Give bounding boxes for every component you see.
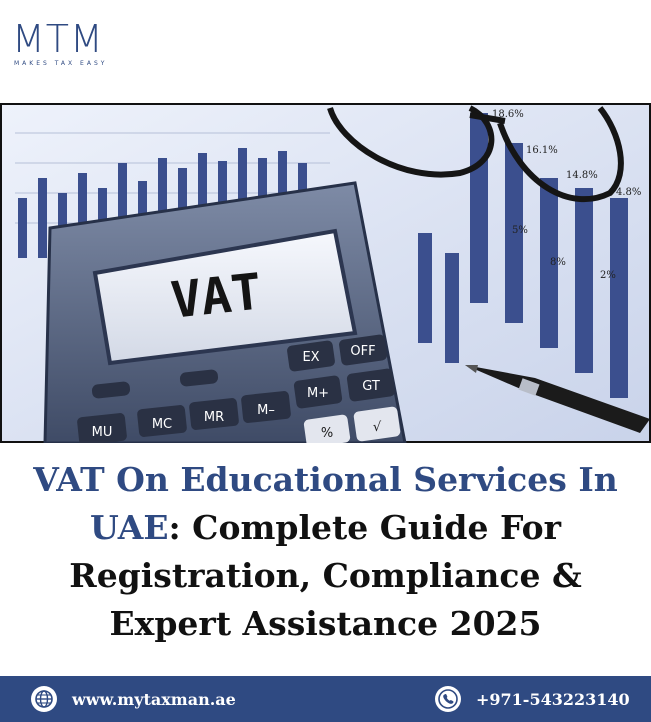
- key-sqrt: √: [372, 420, 382, 435]
- calculator-display: VAT: [168, 262, 265, 330]
- key-m-plus: M+: [306, 386, 330, 401]
- chart-label: 18.6%: [492, 109, 524, 120]
- chart-label: 14.8%: [566, 170, 598, 181]
- logo-text: MTM: [12, 17, 104, 61]
- chart-label: 16.1%: [526, 145, 558, 156]
- website-link[interactable]: www.mytaxman.ae: [72, 689, 236, 709]
- phone-contact[interactable]: [434, 685, 630, 713]
- key-mr: MR: [203, 410, 225, 425]
- key-off: OFF: [350, 344, 376, 359]
- chart-label: 5%: [512, 225, 528, 236]
- key-gt: GT: [362, 379, 380, 394]
- key-mu: MU: [91, 425, 113, 440]
- contact-footer: [0, 676, 651, 722]
- key-ex: EX: [302, 350, 320, 365]
- chart-label: 8%: [550, 257, 566, 268]
- chart-label: 4.8%: [616, 187, 642, 198]
- logo-tagline: MAKES TAX EASY: [14, 60, 108, 67]
- brand-logo: [12, 17, 108, 67]
- globe-icon: [30, 685, 58, 713]
- website-contact[interactable]: [30, 685, 236, 713]
- chart-label: 2%: [600, 270, 616, 281]
- key-mc: MC: [151, 417, 173, 432]
- phone-icon: [434, 685, 462, 713]
- calculator: [45, 183, 405, 443]
- key-m-minus: M–: [257, 403, 275, 418]
- headline-accent: VAT On Educational Services In UAE: [33, 460, 618, 547]
- hero-image: [0, 103, 651, 443]
- phone-number[interactable]: +971-543223140: [476, 689, 630, 709]
- headline-rest: : Complete Guide For Registration, Compliance & Expert Assistance 2025: [69, 508, 582, 643]
- key-percent: %: [320, 426, 334, 441]
- page-headline: [10, 456, 641, 648]
